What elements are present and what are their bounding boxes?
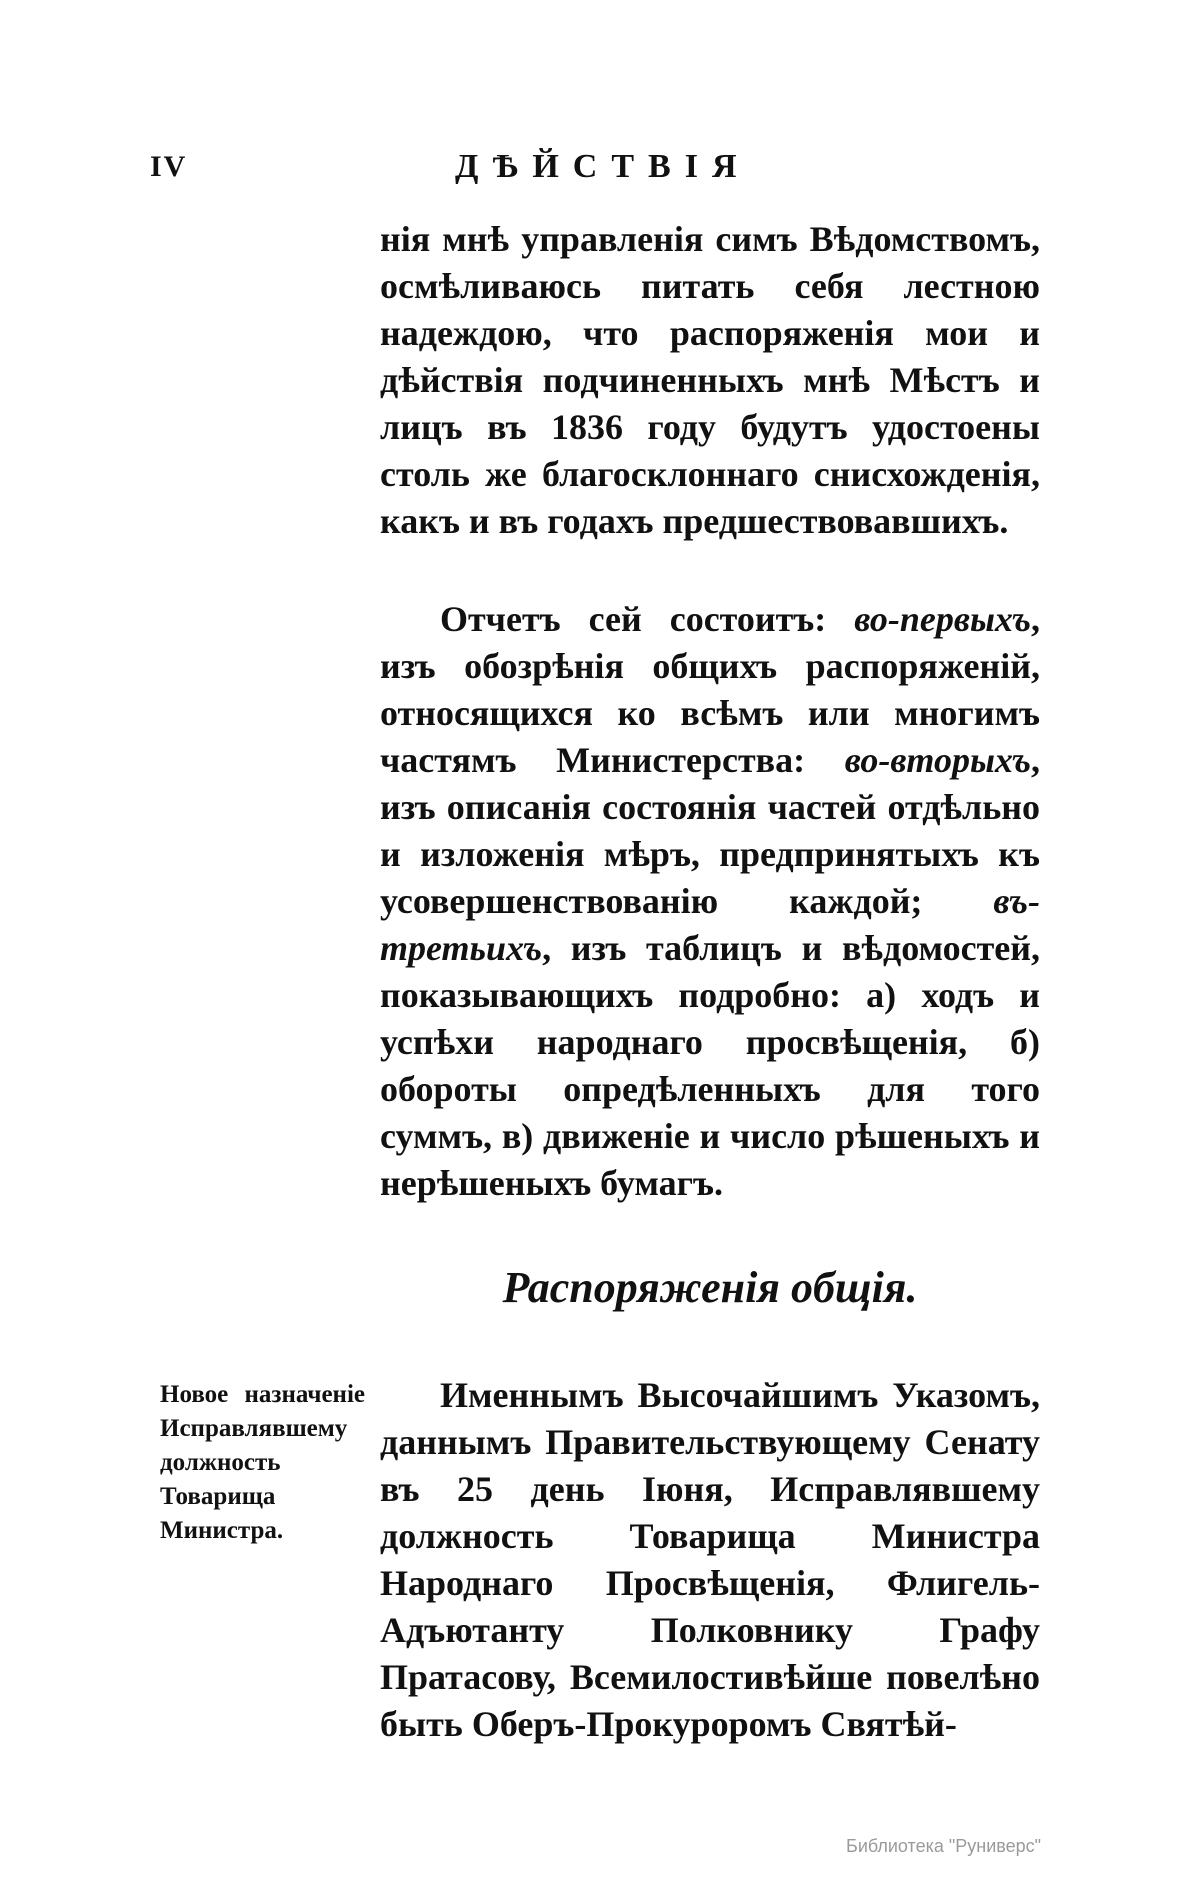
paragraph-continuation: нія мнѣ управленія симъ Вѣдомствомъ, осмѣливаюсь питать себя лестною надеждою, что распоряженія мои и дѣйствія подчиненныхъ мнѣ Мѣстъ и лицъ въ 1836 году будутъ удостоены столь же благосклоннаго снисхожденія, какъ и въ годахъ предшествовавшихъ. [380, 219, 1040, 541]
text-segment: , изъ таблицъ и вѣдомостей, показывающихъ подробно: а) ходъ и успѣхи народнаго просвѣщенія, б) обороты опредѣленныхъ для того суммъ, в) движеніе и число рѣшеныхъ и нерѣшеныхъ бумагъ. [380, 928, 1040, 1203]
paragraph-decree: Именнымъ Высочайшимъ Указомъ, даннымъ Правительствующему Сенату въ 25 день Іюня, Исправлявшему должность Товарища Министра Народнаго Просвѣщенія, Флигель-Адъютанту Полковнику Графу Пратасову, Всемилостивѣйше повелѣно быть Оберъ-Прокуроромъ Святѣй- [380, 1375, 1040, 1744]
page-number: IV [150, 150, 188, 183]
running-title: ДѢЙСТВІЯ [455, 148, 751, 185]
library-watermark: Библиотека "Руниверс" [846, 1836, 1042, 1856]
text-segment: , изъ описанія состоянія частей отдѣльно и изложенія мѣръ, предпринятыхъ къ усовершенствованію каждой; [380, 740, 1040, 921]
section-heading: Распоряженія общія. [502, 1263, 918, 1312]
marginal-note: Новое назначеніе Исправлявшему должность Товарища Министра. [160, 1381, 365, 1544]
italic-second: во-вторыхъ [844, 740, 1031, 780]
text-segment: Отчетъ сей состоитъ: [440, 599, 855, 639]
italic-first: во-первыхъ [854, 599, 1031, 639]
text-segment: , изъ обозрѣнія общихъ распоряженій, относящихся ко всѣмъ или многимъ частямъ Министерства: [380, 599, 1040, 780]
paragraph-report-structure [380, 596, 1040, 1207]
italic-third: въ-третьихъ [380, 881, 1040, 968]
